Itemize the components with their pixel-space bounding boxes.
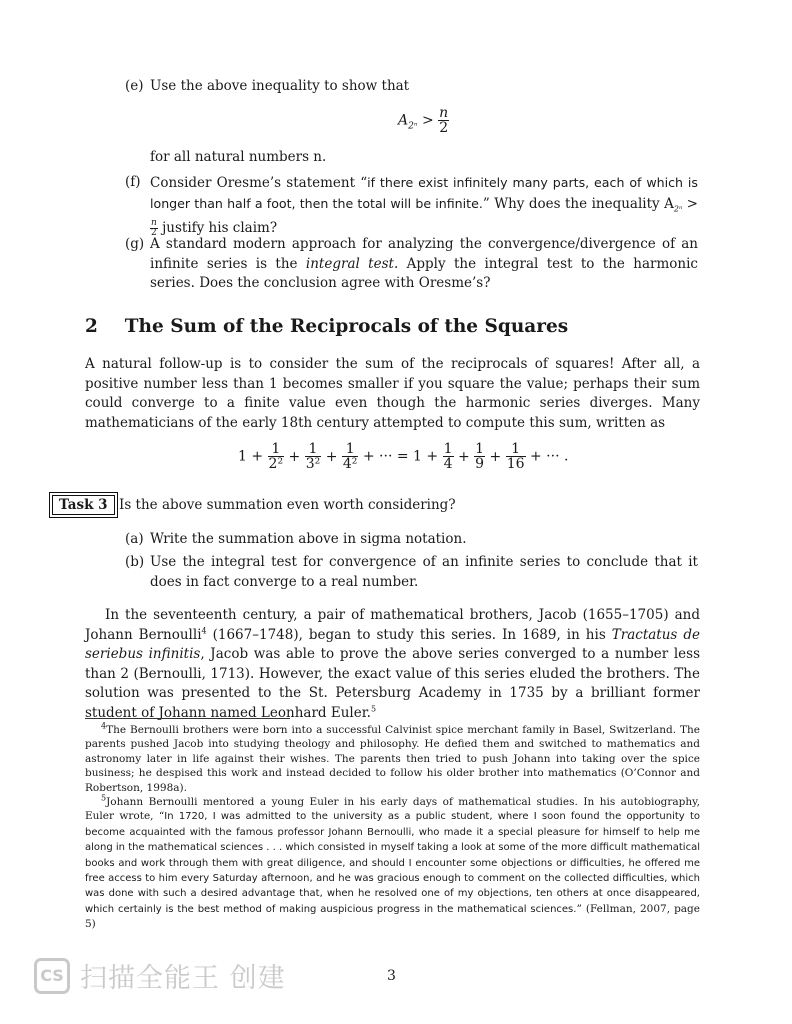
- series-display: 1 + $\frac{1}{\text{2²}}$ + $\frac{1}{\text{3²}}$ + $\frac{1}{\text{4²}}$ + ··· = 1 + $\frac{1}{4}$ + $\frac{1}{9}$ + $\frac{1}{16}$ + ··· .: [238, 441, 569, 472]
- section-heading: [85, 316, 568, 337]
- series-left-numerator-1: 1: [308, 441, 318, 457]
- task-question: Is the above summation even worth considering?: [119, 497, 456, 513]
- task-item-b: (b) Use the integral test for convergence of an infinite series to conclude that it does in fact converge to a real number.: [125, 554, 698, 590]
- inequality-num: n: [439, 105, 449, 121]
- inequality-lhs: A: [398, 112, 409, 129]
- series-left-denominator-0: 2²: [268, 456, 284, 472]
- series-left-denominator-1: 3²: [305, 456, 321, 472]
- part-g-text: A standard modern approach for analyzing the convergence/divergence of an infinite series is the integral test. Apply the integral test to the harmonic series. Does the conclusion agree with Oresme’s?: [150, 236, 698, 291]
- plus-sign: +: [485, 448, 506, 465]
- inequality-op: >: [421, 112, 434, 129]
- footnote-5: $^5$Johann Bernoulli mentored a young Euler in his early days of mathematical studies. In his autobiography, Euler wrote, “In 1720, I was admitted to the university as a public student, where I soon found the opportunity to become acquainted with the famous professor Johann Bernoulli, who made it a special pleasure for himself to help me along in the mathematical sciences . . . which consisted in myself taking a look at some of the more difficult mathematical books and work through them with great diligence, and should I encounter some objections or difficulties, he offered me free access to him every Saturday afternoon, and he was gracious enough to comment on the collected difficulties, which was done with such a desired advantage that, when he resolved one of my objections, ten others at once disappeared, which certainly is the best method of making auspicious progress in the mathematical sciences.” (Fellman, 2007, page 5): [85, 793, 701, 931]
- scanner-watermark: [34, 956, 286, 995]
- series-terms-right: [443, 441, 526, 472]
- tractatus-title: Tractatus de seriebus infinitis: [85, 626, 700, 662]
- series-right-fraction-2: [506, 442, 526, 471]
- cs-logo-icon: CS: [34, 958, 70, 994]
- inequality-sub: 2ⁿ: [408, 121, 418, 132]
- series-left-numerator-0: 1: [271, 441, 281, 457]
- task-label: Task 3: [52, 495, 115, 515]
- series-right-numerator-2: 1: [511, 441, 521, 457]
- series-right-numerator-0: 1: [443, 441, 453, 457]
- series-left-fraction-2: [342, 442, 359, 471]
- plus-sign: +: [284, 448, 305, 465]
- part-f-label: (f): [125, 174, 141, 190]
- footnote-4: $^4$The Bernoulli brothers were born into a successful Calvinist spice merchant family in Basel, Switzerland. The parents pushed Jacob into studying theology and philosophy. He defied them and switched to mathematics and astronomy later in life against their wishes. The parents then tried to push Johann into taking over the spice business; he despised this work and instead decided to follow his older brother into mathematics (O’Connor and Robertson, 1998a).: [85, 721, 700, 794]
- series-right-fraction-1: [474, 442, 485, 471]
- footnote-divider: [85, 718, 290, 719]
- series-left-denominator-2: 4²: [342, 456, 358, 472]
- inequality-den: 2: [439, 120, 449, 136]
- footnote-ref-5[interactable]: 5: [370, 704, 377, 713]
- part-f-text: Consider Oresme’s statement “if there exist infinitely many parts, each of which is longer than half a foot, then the total will be infinite.” Why does the inequality $A_{2^n}$ > $\frac{n}{2}$ justify his claim?: [150, 175, 698, 238]
- inequality-fraction: [438, 106, 449, 135]
- oresme-quote: if there exist infinitely many parts, each of which is longer than half a foot, then the total will be infinite.: [150, 175, 698, 211]
- part-e-after: for all natural numbers n.: [150, 149, 327, 165]
- section-number: 2: [85, 316, 98, 337]
- plus-sign: +: [321, 448, 342, 465]
- history-paragraph: In the seventeenth century, a pair of mathematical brothers, Jacob (1655–1705) and Johann Bernoulli$^4$ (1667–1748), began to study this series. In 1689, in his Tractatus de seriebus infinitis, Jacob was able to prove the above series converged to a number less than 2 (Bernoulli, 1713). However, the exact value of this series eluded the brothers. The solution was presented to the St. Petersburg Academy in 1735 by a brilliant former student of Johann named Leonhard Euler.$^5$: [85, 607, 701, 721]
- integral-test-emph: integral test.: [305, 255, 399, 272]
- watermark-text: 扫描全能王 创建: [80, 963, 286, 994]
- intro-paragraph: A natural follow-up is to consider the sum of the reciprocals of squares! After all, a positive number less than 1 becomes smaller if you square the value; perhaps their sum could converge to a finite value even though the harmonic series diverges. Many mathematicians of the early 18th century attempted to compute this sum, written as: [85, 356, 700, 431]
- part-e: [125, 77, 705, 97]
- part-e-text: Use the above inequality to show that: [150, 78, 410, 94]
- part-f-fraction: $\frac{n}{2}$: [151, 217, 157, 238]
- task-item-a: (a) Write the summation above in sigma notation.: [125, 531, 467, 547]
- plus-sign: +: [453, 448, 475, 465]
- series-right-denominator-1: 9: [475, 456, 485, 472]
- part-g-label: (g): [125, 236, 145, 252]
- series-right-fraction-0: [443, 442, 454, 471]
- inequality-display: [398, 106, 449, 135]
- part-g: [125, 235, 705, 295]
- task-label-box: [49, 492, 118, 518]
- series-left-numerator-2: 1: [345, 441, 355, 457]
- series-right-denominator-0: 4: [443, 456, 453, 472]
- series-right-denominator-2: 16: [506, 456, 525, 472]
- series-left-fraction-0: [268, 442, 285, 471]
- series-terms-left: [268, 441, 359, 472]
- page-number: 3: [387, 968, 396, 984]
- part-e-label: (e): [125, 78, 144, 94]
- series-left-fraction-1: [305, 442, 322, 471]
- euler-quote: In 1720, I was admitted to the university as a public student, where I soon found the opportunity to become acquainted with the famous professor Johann Bernoulli, who made it a special pleasure for himself to help me along in the mathematical sciences . . . which consisted in myself taking a look at some of the more difficult mathematical books and work through them with great diligence, and should I encounter some objections or difficulties, he offered me free access to him every Saturday afternoon, and he was gracious enough to comment on the collected difficulties, which was done with such a desired advantage that, when he resolved one of my objections, ten others at once disappeared, which certainly is the best method of making auspicious progress in the mathematical sciences.: [85, 811, 701, 915]
- series-right-numerator-1: 1: [475, 441, 485, 457]
- part-f: [125, 173, 705, 238]
- footnote-ref-4[interactable]: 4: [201, 626, 207, 635]
- section-title: The Sum of the Reciprocals of the Squares: [124, 316, 569, 337]
